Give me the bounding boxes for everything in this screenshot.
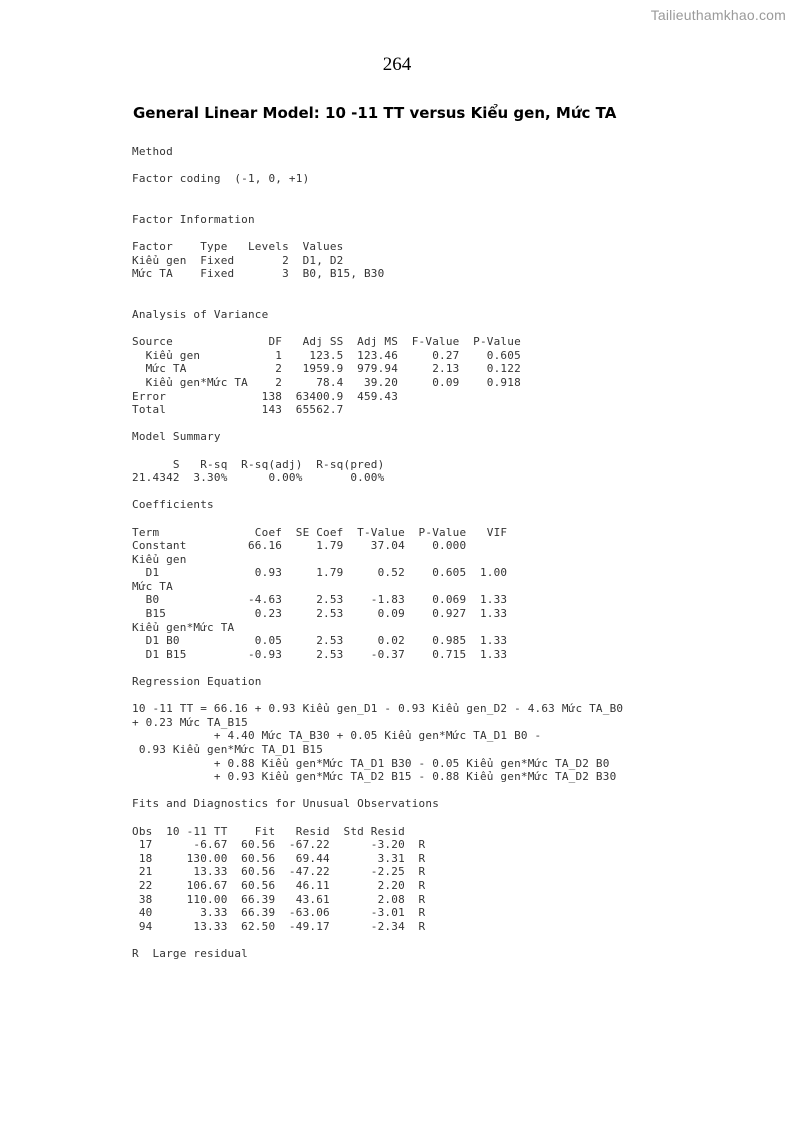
page-number: 264 <box>382 54 412 75</box>
analysis-output: Analysis of Variance Source DF Adj SS Adj MS F-Value P-Value Kiểu gen 1 123.5 123.46 0.27 0.605 Mức TA 2 1959.9 979.94 2.13 0.122 Kiểu gen*Mức TA 2 78.4 39.20 0.09 0.918 Error 138 63400.9 459.43 Total 143 65562.7 Model Summary S R-sq R-sq(adj) R-sq(pred) 21.4342 3.30% 0.00% 0.00% Coefficients Term Coef SE Coef T-Value P-Value VIF Constant 66.16 1.79 37.04 0.000 Kiểu gen D1 0.93 1.79 0.52 0.605 1.00 Mức TA B0 -4.63 2.53 -1.83 0.069 1.33 B15 0.23 2.53 0.09 0.927 1.33 Kiểu gen*Mức TA D1 B0 0.05 2.53 0.02 0.985 1.33 D1 B15 -0.93 2.53 -0.37 0.715 1.33 Regression Equation 10 -11 TT = 66.16 + 0.93 Kiểu gen_D1 - 0.93 Kiểu gen_D2 - 4.63 Mức TA_B0 + 0.23 Mức TA_B15 + 4.40 Mức TA_B30 + 0.05 Kiểu gen*Mức TA_D1 B0 - 0.93 Kiểu gen*Mức TA_D1 B15 + 0.88 Kiểu gen*Mức TA_D1 B30 - 0.05 Kiểu gen*Mức TA_D2 B0 + 0.93 Kiểu gen*Mức TA_D2 B15 - 0.88 Kiểu gen*Mức TA_D2 B30 Fits and Diagnostics for Unusual Observations Obs 10 -11 TT Fit Resid Std Resid 17 -6.67 60.56 -67.22 -3.20 R 18 130.00 60.56 69.44 3.31 R 21 13.33 60.56 -47.22 -2.25 R 22 106.67 60.56 46.11 2.20 R 38 110.00 66.39 43.61 2.08 R 40 3.33 66.39 -63.06 -3.01 R 94 13.33 62.50 -49.17 -2.34 R R Large residual <box>132 308 624 960</box>
factor-information-section: Factor Information Factor Type Levels Values Kiểu gen Fixed 2 D1, D2 Mức TA Fixed 3 B0, B15, B30 <box>132 213 385 281</box>
method-section: Method Factor coding (-1, 0, +1) <box>132 145 310 186</box>
page-title: General Linear Model: 10 -11 TT versus Kiểu gen, Mức TA <box>133 104 617 122</box>
watermark: Tailieuthamkhao.com <box>650 7 786 23</box>
